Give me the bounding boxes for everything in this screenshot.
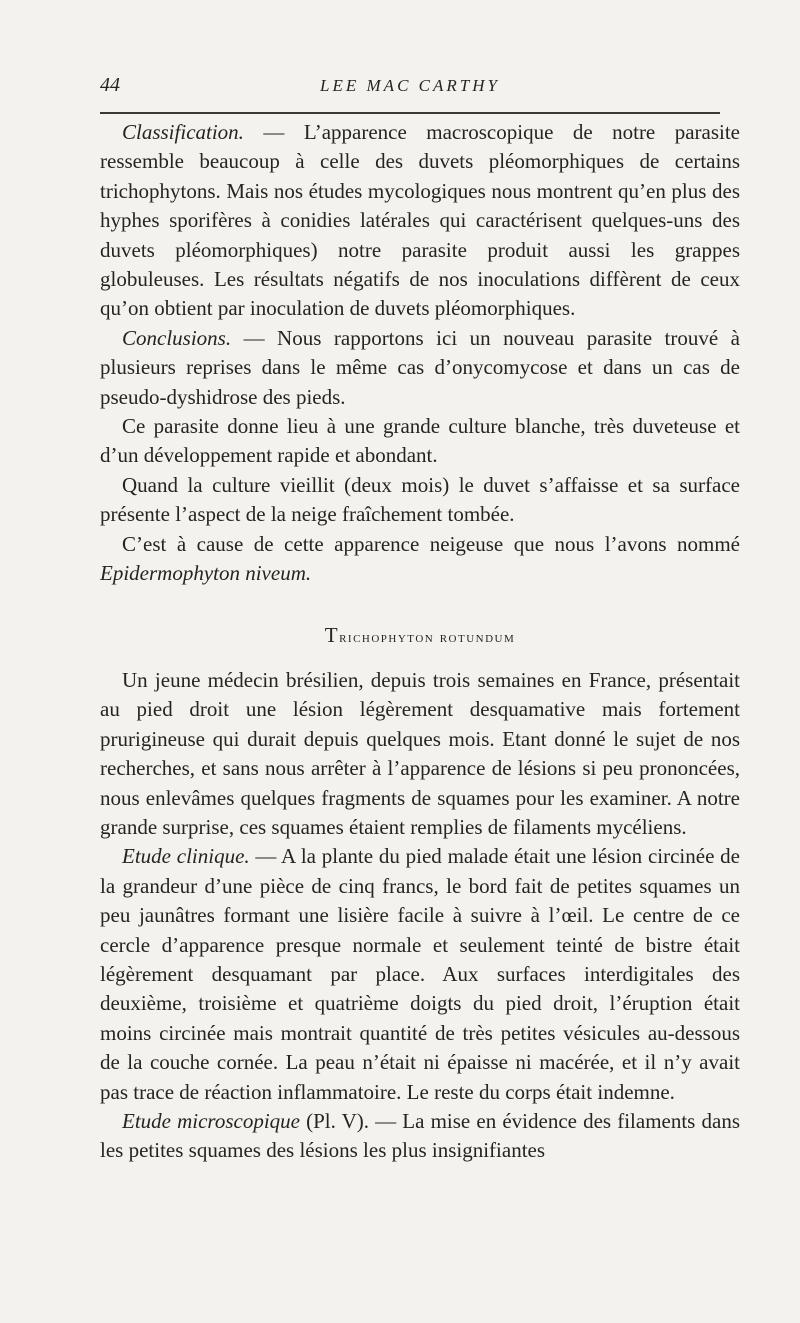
paragraph-text: Quand la culture vieillit (deux mois) le duvet s’affaisse et sa surface présente l’aspect de la neige fraîchement tombée. [100, 472, 740, 527]
header-rule [100, 112, 720, 114]
section-heading-initial: T [324, 622, 340, 647]
paragraph-text: (Pl. V). — La mise en évidence des filaments dans les petites squames des lésions les plus insignifiantes [100, 1109, 740, 1163]
body-text [100, 118, 740, 1166]
paragraph-text: — A la plante du pied malade était une lésion circinée de la grandeur d’une pièce de cinq francs, le bord fait de petites squames un peu jaunâtres formant une lisière facile à suivre à l’œil. Le centre de ce cercle d’apparence presque normale et seulement teinté de bistre était légèrement desquamant par place. Aux surfaces interdigitales des deuxième, troisième et quatrième doigts du pied droit, l’éruption était moins circinée mais montrait quantité de très petites vésicules au-dessous de la couche cornée. La peau n’était ni épaisse ni macérée, et il n’y avait pas trace de réaction inflammatoire. Le reste du corps était indemne. [100, 844, 740, 1104]
paragraph [100, 412, 740, 471]
paragraph-conclusions [100, 324, 740, 412]
paragraph-etude-microscopique [100, 1107, 740, 1166]
paragraph-classification [100, 118, 740, 324]
running-head: LEE MAC CARTHY [320, 76, 500, 95]
paragraph-text: C’est à cause de cette apparence neigeuse que nous l’avons nommé [122, 531, 740, 556]
paragraph-etude-clinique [100, 842, 740, 1107]
section-heading [100, 621, 740, 652]
paragraph-lead: Etude microscopique [122, 1109, 300, 1133]
page-header [100, 72, 720, 106]
species-name: Epidermophyton niveum. [100, 561, 312, 586]
paragraph-text: — Nous rapportons ici un nouveau parasite trouvé à plusieurs reprises dans le même cas d’onycomycose et dans un cas de pseudo-dyshidrose des pieds. [100, 325, 740, 409]
paragraph-text: Ce parasite donne lieu à une grande culture blanche, très duveteuse et d’un développement rapide et abondant. [100, 414, 740, 468]
paragraph-lead: Classification. [122, 120, 244, 144]
paragraph-text: — L’apparence macroscopique de notre parasite ressemble beaucoup à celle des duvets pléomorphiques de certains trichophytons. Mais nos études mycologiques nous montrent qu’en plus des hyphes sporifères à conidies latérales qui caractérisent quelques-uns des duvets pléomorphiques) notre parasite produit aussi les grappes globuleuses. Les résultats négatifs de nos inoculations diffèrent de ceux qu’on obtient par inoculation de duvets pléomorphiques. [100, 120, 740, 321]
paragraph-lead: Conclusions. [122, 325, 232, 350]
paragraph [100, 471, 740, 530]
spacer [100, 589, 740, 605]
paragraph [100, 666, 740, 842]
section-heading-rest: richophyton rotundum [339, 628, 516, 646]
paragraph-lead: Etude clinique. [122, 844, 250, 869]
page-number: 44 [100, 74, 120, 96]
paragraph-text: Un jeune médecin brésilien, depuis trois semaines en France, présentait au pied droit une lésion légèrement desquamative mais fortement prurigineuse qui durait depuis quelques mois. Etant donné le sujet de nos recherches, et sans nous arrêter à l’apparence de lésions si peu prononcées, nous enlevâmes quelques fragments de squames pour les examiner. A notre grande surprise, ces squames étaient remplies de filaments mycéliens. [100, 667, 740, 839]
paragraph [100, 530, 740, 589]
